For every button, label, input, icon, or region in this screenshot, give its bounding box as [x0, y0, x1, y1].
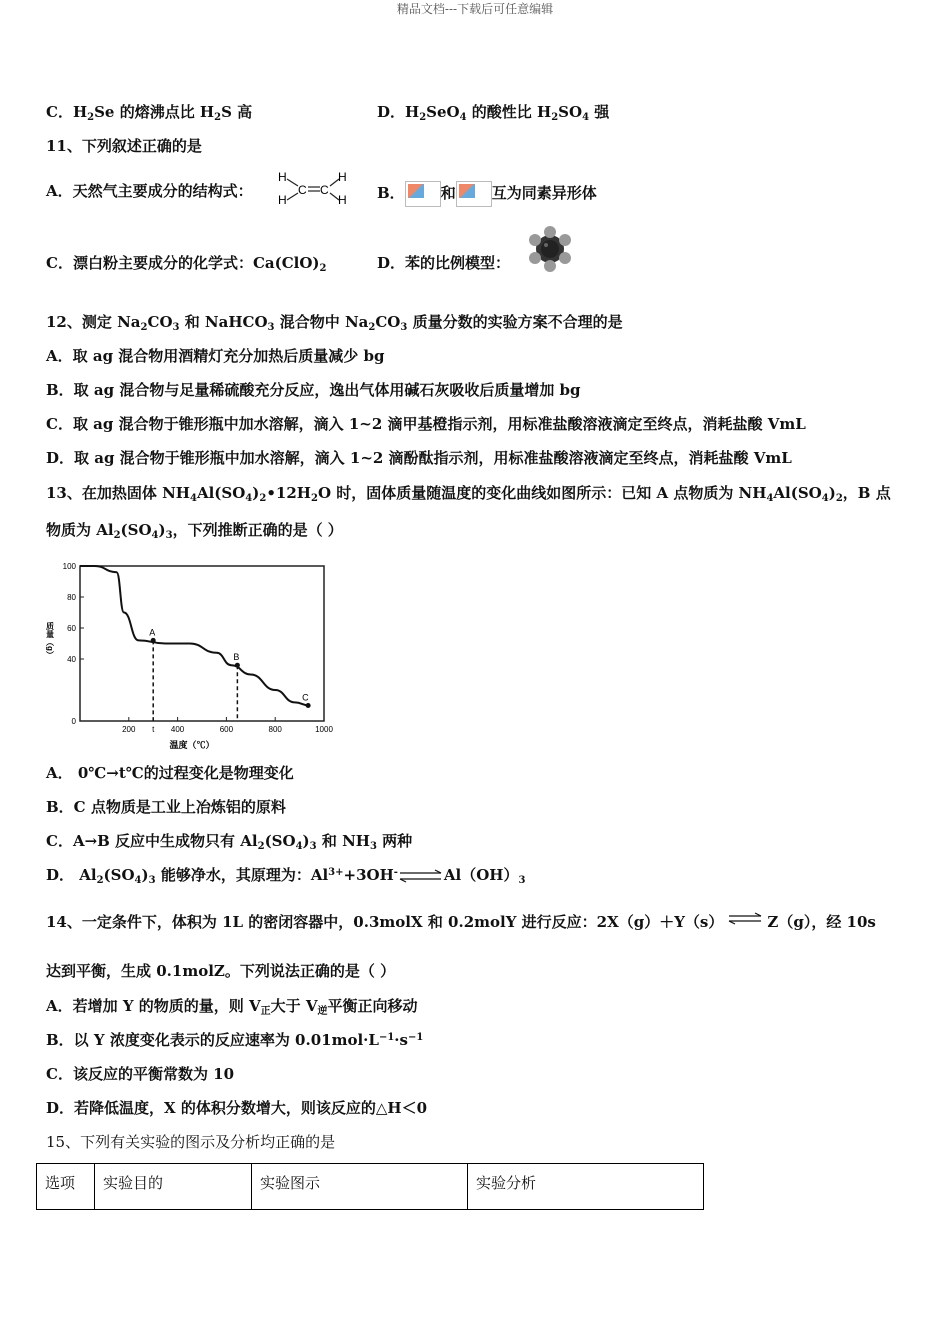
page-header: 精品文档---下载后可任意编辑	[396, 2, 554, 16]
q12-option-a: A．取 ag 混合物用酒精灯充分加热后质量减少 bg	[46, 347, 385, 365]
q11-option-a: A．天然气主要成分的结构式：	[46, 182, 253, 200]
q13-option-c: C．A→B 反应中生成物只有 $Al_2(SO_4)_3$ 和 $NH_3$ 两种	[46, 832, 413, 852]
benzene-model-image	[526, 225, 574, 273]
y-tick-label: 80	[67, 593, 76, 602]
y-axis-label: 质量（g）	[45, 622, 55, 659]
q13-stem-line1: 13、在加热固体 $NH_4Al(SO_4)_2•12H_2O$ 时，固体质量随温度的变化曲线如图所示：已知 A 点物质为 $NH_4Al(SO_4)_2$，B 点	[46, 484, 891, 504]
point-a	[151, 638, 156, 643]
x-tick-label: 400	[170, 725, 185, 734]
q13-option-b: B．C 点物质是工业上冶炼铝的原料	[46, 798, 286, 816]
q11-option-b: B． 和 互为同素异形体	[377, 181, 597, 207]
atom-h1: H	[278, 170, 287, 184]
point-c	[306, 703, 311, 708]
q12-option-c: C．取 ag 混合物于锥形瓶中加水溶解，滴入 1~2 滴甲基橙指示剂，用标准盐酸溶液滴定至终点，消耗盐酸 VmL	[46, 415, 806, 433]
atom-h2: H	[278, 193, 287, 207]
q11-option-d: D．苯的比例模型：	[377, 254, 511, 272]
header-option: 选项	[37, 1164, 95, 1210]
x-tick-label: t	[152, 725, 155, 734]
q10-option-d: D．$H_2SeO_4$ 的酸性比 $H_2SO_4$ 强	[377, 103, 610, 123]
y-tick-label: 100	[62, 562, 76, 571]
ethylene-structure	[276, 168, 354, 210]
y-tick-label: 60	[67, 624, 76, 633]
q14-stem-line2: 达到平衡，生成 0.1molZ。下列说法正确的是（ ）	[46, 962, 396, 980]
q14-option-a: A．若增加 Y 的物质的量，则 $V_正$大于 $V_逆$平衡正向移动	[46, 997, 418, 1017]
point-label-c: C	[302, 692, 309, 703]
equilibrium-arrow-icon	[399, 869, 443, 883]
point-label-b: B	[233, 652, 240, 663]
atom-c1: C	[298, 183, 307, 197]
q13-stem-line2: 物质为 $Al_2(SO_4)_3$，下列推断正确的是（ ）	[46, 521, 343, 541]
q12-stem: 12、测定 $Na_2CO_3$ 和 NaHCO$_3$ 混合物中 $Na_2CO_3$ 质量分数的实验方案不合理的是	[46, 313, 623, 333]
x-tick-label: 200	[122, 725, 136, 734]
header-analysis: 实验分析	[468, 1164, 704, 1210]
isotope-image-2	[456, 181, 492, 207]
atom-h3: H	[338, 170, 347, 184]
q12-option-d: D．取 ag 混合物于锥形瓶中加水溶解，滴入 1~2 滴酚酞指示剂，用标准盐酸溶液滴定至终点，消耗盐酸 VmL	[46, 449, 792, 467]
x-axis-label: 温度（℃）	[169, 740, 215, 750]
header-diagram: 实验图示	[252, 1164, 468, 1210]
q15-table	[36, 1163, 704, 1210]
q10-option-c: C．$H_2Se$ 的熔沸点比 $H_2S$ 高	[46, 103, 253, 123]
q14-option-b: B．以 Y 浓度变化表示的反应速率为 $0.01mol\cdot L^{-1}\cdot s^{-1}$	[46, 1031, 424, 1049]
q11-option-c: C．漂白粉主要成分的化学式：$Ca(ClO)_2$	[46, 254, 327, 274]
q12-option-b: B．取 ag 混合物与足量稀硫酸充分反应，逸出气体用碱石灰吸收后质量增加 bg	[46, 381, 581, 399]
isotope-image-1	[405, 181, 441, 207]
header-purpose: 实验目的	[95, 1164, 252, 1210]
point-label-a: A	[149, 627, 156, 638]
atom-h4: H	[338, 193, 347, 207]
mass-curve	[80, 566, 309, 706]
q11-stem: 11、下列叙述正确的是	[46, 137, 202, 155]
point-b	[235, 663, 240, 668]
reversible-arrow-icon	[727, 912, 763, 932]
x-tick-label: 600	[219, 725, 234, 734]
x-tick-label: 800	[268, 725, 282, 734]
q13-option-a: A． 0℃→t℃的过程变化是物理变化	[46, 764, 294, 782]
table-header-row	[37, 1164, 704, 1210]
q14-option-d: D．若降低温度，X 的体积分数增大，则该反应的△H＜0	[46, 1099, 428, 1117]
mass-temperature-chart	[44, 558, 344, 753]
atom-c2: C	[320, 183, 329, 197]
q14-option-c: C．该反应的平衡常数为 10	[46, 1065, 235, 1083]
q13-option-d: D． $Al_2(SO_4)_3$ 能够净水，其原理为：$Al^{3+}+3OH^-$ $Al(OH)_3$	[46, 866, 526, 886]
y-tick-label: 40	[67, 655, 76, 664]
q14-stem-line1: 14、一定条件下，体积为 1L 的密闭容器中，0.3molX 和 0.2molY 进行反应：2X（g）＋Y（s） Z（g），经 10s	[46, 913, 876, 931]
x-tick-label: 1000	[315, 725, 333, 734]
q15-stem: 15、下列有关实验的图示及分析均正确的是	[46, 1133, 336, 1151]
y-tick-label: 0	[71, 717, 76, 726]
